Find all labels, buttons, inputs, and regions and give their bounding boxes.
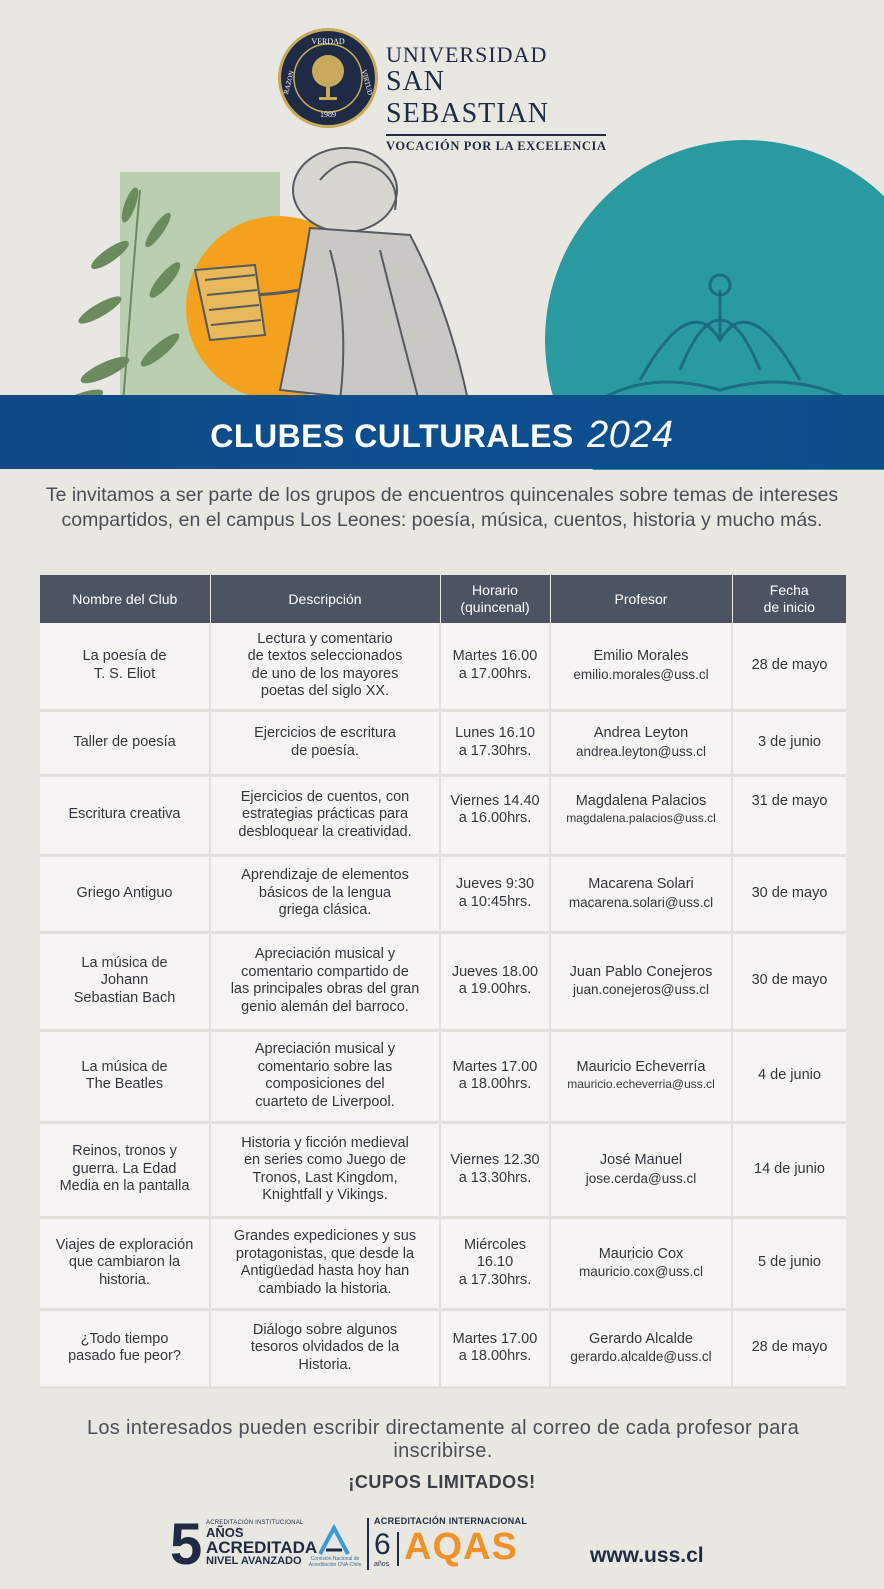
club-start-date: 28 de mayo bbox=[732, 1309, 846, 1387]
accreditation-anos: AÑOS bbox=[206, 1525, 244, 1540]
club-professor bbox=[550, 623, 732, 710]
club-description: Ejercicios de escritura de poesía. bbox=[210, 710, 440, 775]
international-accreditation-label: ACREDITACIÓN INTERNACIONAL bbox=[374, 1516, 528, 1526]
seal-right-text: VIRTUD bbox=[359, 68, 375, 97]
cna-label: Comisión Nacional de Acreditación CNA-Chile bbox=[308, 1556, 362, 1568]
international-anos: años bbox=[374, 1561, 390, 1568]
page-title-year: 2024 bbox=[587, 414, 674, 456]
header-club-name: Nombre del Club bbox=[40, 575, 210, 623]
club-description: Lectura y comentario de textos seleccionados de uno de los mayores poetas del siglo XX. bbox=[210, 623, 440, 710]
club-professor bbox=[550, 932, 732, 1030]
club-schedule: Viernes 12.30 a 13.30hrs. bbox=[440, 1122, 550, 1217]
accreditation-acreditada: ACREDITADA bbox=[206, 1538, 318, 1557]
club-schedule: Martes 17.00 a 18.00hrs. bbox=[440, 1309, 550, 1387]
professor-name: Mauricio Echeverría bbox=[576, 1058, 706, 1075]
table-row bbox=[40, 1217, 846, 1309]
club-start-date: 28 de mayo bbox=[732, 623, 846, 710]
table-row bbox=[40, 932, 846, 1030]
professor-email-link[interactable]: mauricio.echeverria@uss.cl bbox=[567, 1077, 715, 1091]
table-row bbox=[40, 775, 846, 855]
club-name: Reinos, tronos y guerra. La Edad Media en la pantalla bbox=[40, 1122, 210, 1217]
club-start-date: 30 de mayo bbox=[732, 855, 846, 932]
accreditation-text bbox=[206, 1520, 317, 1567]
limited-spots-notice: ¡CUPOS LIMITADOS! bbox=[348, 1472, 536, 1492]
professor-email-link[interactable]: emilio.morales@uss.cl bbox=[573, 666, 709, 682]
club-schedule: Lunes 16.10 a 17.30hrs. bbox=[440, 710, 550, 775]
club-start-date: 3 de junio bbox=[732, 710, 846, 775]
professor-name: Macarena Solari bbox=[588, 876, 694, 892]
table-row bbox=[40, 855, 846, 932]
header-start-date: Fecha de inicio bbox=[732, 575, 846, 623]
club-professor bbox=[550, 1122, 732, 1217]
seal-year: 1989 bbox=[320, 110, 336, 119]
international-years: 6 bbox=[374, 1528, 391, 1561]
page-title-text: CLUBES CULTURALES bbox=[210, 418, 574, 454]
club-professor bbox=[550, 855, 732, 932]
club-description: Diálogo sobre algunos tesoros olvidados de la Historia. bbox=[210, 1309, 440, 1387]
club-name: La música de Johann Sebastian Bach bbox=[40, 932, 210, 1030]
university-line1: UNIVERSIDAD bbox=[386, 42, 548, 67]
club-professor bbox=[550, 1030, 732, 1122]
accreditation-level: NIVEL AVANZADO bbox=[206, 1555, 302, 1567]
club-name: Viajes de exploración que cambiaron la historia. bbox=[40, 1217, 210, 1309]
tree-seal-icon bbox=[281, 31, 375, 125]
club-schedule: Martes 16.00 a 17.00hrs. bbox=[440, 623, 550, 710]
club-schedule: Martes 17.00 a 18.00hrs. bbox=[440, 1030, 550, 1122]
logo-divider bbox=[386, 134, 606, 136]
club-schedule: Viernes 14.40 a 16.00hrs. bbox=[440, 775, 550, 855]
header-description: Descripción bbox=[210, 575, 440, 623]
club-name: Escritura creativa bbox=[40, 775, 210, 855]
university-seal bbox=[278, 28, 378, 128]
club-professor bbox=[550, 710, 732, 775]
clubs-table bbox=[40, 575, 846, 1389]
professor-email-link[interactable]: gerardo.alcalde@uss.cl bbox=[570, 1349, 712, 1364]
table-header-row bbox=[40, 575, 846, 623]
club-professor bbox=[550, 1309, 732, 1387]
professor-email-link[interactable]: jose.cerda@uss.cl bbox=[585, 1170, 697, 1186]
club-name: ¿Todo tiempo pasado fue peor? bbox=[40, 1309, 210, 1387]
university-line2: SAN SEBASTIAN bbox=[386, 66, 550, 129]
aqas-divider bbox=[397, 1532, 399, 1566]
professor-name: Gerardo Alcalde bbox=[589, 1330, 693, 1347]
enrollment-note: Los interesados pueden escribir directamente al correo de cada profesor para inscribirse. bbox=[86, 1417, 800, 1462]
page-title bbox=[0, 414, 884, 457]
club-name: Griego Antiguo bbox=[40, 855, 210, 932]
professor-email-link[interactable]: mauricio.cox@uss.cl bbox=[579, 1264, 703, 1279]
club-professor bbox=[550, 775, 732, 855]
header-professor: Profesor bbox=[550, 575, 732, 623]
table-row bbox=[40, 1309, 846, 1387]
club-start-date: 14 de junio bbox=[732, 1122, 846, 1217]
club-professor bbox=[550, 1217, 732, 1309]
club-name: La música de The Beatles bbox=[40, 1030, 210, 1122]
club-description: Grandes expediciones y sus protagonistas, que desde la Antigüedad hasta hoy han cambiado la historia. bbox=[210, 1217, 440, 1309]
club-schedule: Miércoles 16.10 a 17.30hrs. bbox=[440, 1217, 550, 1309]
professor-email-link[interactable]: macarena.solari@uss.cl bbox=[568, 894, 714, 910]
university-logo bbox=[278, 28, 608, 153]
club-start-date: 31 de mayo bbox=[732, 775, 846, 855]
website-link[interactable]: www.uss.cl bbox=[590, 1544, 704, 1567]
club-description: Apreciación musical y comentario sobre las composiciones del cuarteto de Liverpool. bbox=[210, 1030, 440, 1122]
club-description: Historia y ficción medieval en series como Juego de Tronos, Last Kingdom, Knightfall y Vikings. bbox=[210, 1122, 440, 1217]
table-row bbox=[40, 623, 846, 710]
club-description: Aprendizaje de elementos básicos de la lengua griega clásica. bbox=[210, 855, 440, 932]
professor-name: Andrea Leyton bbox=[593, 725, 689, 741]
header-schedule: Horario (quincenal) bbox=[440, 575, 550, 623]
club-description: Ejercicios de cuentos, con estrategias prácticas para desbloquear la creatividad. bbox=[210, 775, 440, 855]
professor-email-link[interactable]: andrea.leyton@uss.cl bbox=[575, 743, 707, 759]
intro-text: Te invitamos a ser parte de los grupos de encuentros quincenales sobre temas de intereses compartidos, en el campus Los Leones: poesía, música, cuentos, historia y mucho más. bbox=[45, 484, 839, 531]
professor-name: Juan Pablo Conejeros bbox=[569, 963, 713, 980]
club-start-date: 5 de junio bbox=[732, 1217, 846, 1309]
club-name: La poesía de T. S. Eliot bbox=[40, 623, 210, 710]
club-start-date: 30 de mayo bbox=[732, 932, 846, 1030]
accreditation-divider bbox=[367, 1518, 369, 1570]
university-name bbox=[386, 42, 608, 154]
professor-name: José Manuel bbox=[599, 1152, 683, 1168]
accreditation-label: ACREDITACIÓN INSTITUCIONAL bbox=[206, 1520, 304, 1526]
professor-email-link[interactable]: juan.conejeros@uss.cl bbox=[572, 982, 710, 997]
university-tagline: VOCACIÓN POR LA EXCELENCIA bbox=[386, 139, 607, 153]
table-row bbox=[40, 1122, 846, 1217]
professor-name: Magdalena Palacios bbox=[575, 792, 707, 809]
club-start-date: 4 de junio bbox=[732, 1030, 846, 1122]
club-name: Taller de poesía bbox=[40, 710, 210, 775]
aqas-logo: AQAS bbox=[404, 1526, 518, 1568]
club-schedule: Jueves 9:30 a 10:45hrs. bbox=[440, 855, 550, 932]
club-schedule: Jueves 18.00 a 19.00hrs. bbox=[440, 932, 550, 1030]
seal-left-text: RAZON bbox=[282, 69, 297, 96]
professor-name: Emilio Morales bbox=[593, 648, 689, 665]
table-row bbox=[40, 1030, 846, 1122]
table-row bbox=[40, 710, 846, 775]
professor-name: Mauricio Cox bbox=[598, 1245, 684, 1262]
club-description: Apreciación musical y comentario compartido de las principales obras del gran genio alemán del barroco. bbox=[210, 932, 440, 1030]
seal-top-text: VERDAD bbox=[311, 37, 345, 46]
professor-email-link[interactable]: magdalena.palacios@uss.cl bbox=[566, 811, 716, 825]
accreditation-strip bbox=[170, 1512, 730, 1577]
accreditation-years: 5 bbox=[170, 1512, 203, 1577]
